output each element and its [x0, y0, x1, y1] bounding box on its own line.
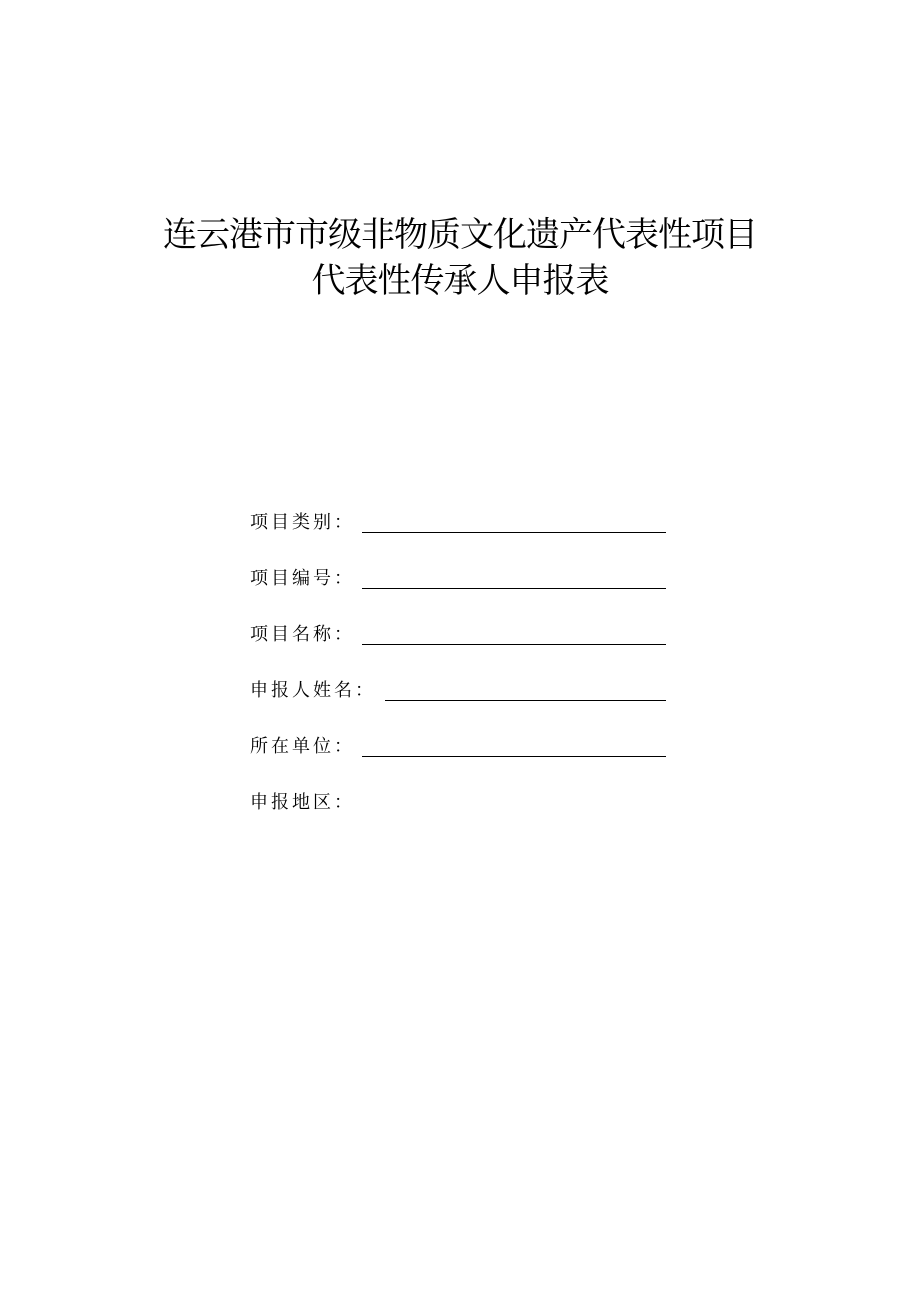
form-row-region: [250, 788, 670, 844]
form-row-category: [250, 508, 670, 564]
number-label: 项目编号：: [250, 568, 355, 589]
applicant-name-label: 申报人姓名：: [250, 680, 376, 701]
category-field[interactable]: [362, 532, 666, 533]
region-label: 申报地区：: [250, 792, 355, 813]
form-row-project-name: [250, 620, 670, 676]
category-label: 项目类别：: [250, 512, 355, 533]
form-row-organization: [250, 732, 670, 788]
form-row-applicant-name: [250, 676, 670, 732]
project-name-label: 项目名称：: [250, 624, 355, 645]
title-line-1: 连云港市市级非物质文化遗产代表性项目: [163, 215, 757, 255]
applicant-name-field[interactable]: [385, 700, 666, 701]
project-name-field[interactable]: [362, 644, 666, 645]
title-line-2: 代表性传承人申报表: [311, 261, 609, 301]
organization-label: 所在单位：: [250, 736, 355, 757]
form-row-number: [250, 564, 670, 620]
organization-field[interactable]: [362, 756, 666, 757]
application-form: [250, 508, 670, 844]
number-field[interactable]: [362, 588, 666, 589]
document-title: [0, 212, 920, 304]
